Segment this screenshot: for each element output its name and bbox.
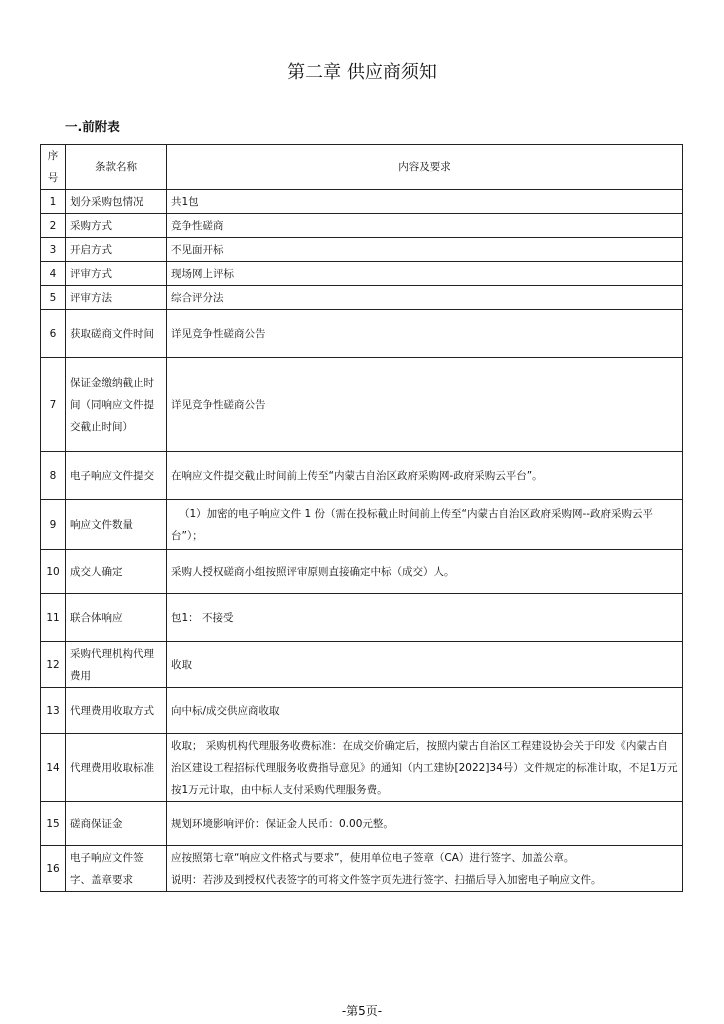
- content-line: 采购人授权磋商小组按照评审原则直接确定中标（成交）人。: [171, 565, 455, 578]
- content-line: 不见面开标: [171, 243, 224, 256]
- clause-content: [167, 642, 683, 688]
- clause-name: 代理费用收取方式: [66, 688, 167, 734]
- table-row: [41, 190, 683, 214]
- clause-name: 保证金缴纳截止时间（同响应文件提交截止时间）: [66, 358, 167, 452]
- content-line: 应按照第七章“响应文件格式与要求”，使用单位电子签章（CA）进行签字、加盖公章。: [171, 851, 575, 864]
- clause-name: 电子响应文件提交: [66, 452, 167, 500]
- clause-name: 联合体响应: [66, 594, 167, 642]
- clause-content: [167, 550, 683, 594]
- page-number: -第5页-: [341, 1004, 383, 1018]
- table-row: [41, 214, 683, 238]
- content-line: 现场网上评标: [171, 267, 234, 280]
- header-clause: 条款名称: [66, 145, 167, 190]
- row-number: 14: [41, 734, 66, 802]
- clause-content: [167, 190, 683, 214]
- clause-name: 评审方式: [66, 262, 167, 286]
- row-number: 15: [41, 802, 66, 846]
- clause-content: [167, 802, 683, 846]
- clause-content: [167, 688, 683, 734]
- table-row: [41, 452, 683, 500]
- clause-content: [167, 214, 683, 238]
- clause-content: [167, 734, 683, 802]
- row-number: 1: [41, 190, 66, 214]
- table-row: [41, 262, 683, 286]
- content-line: 综合评分法: [171, 291, 224, 304]
- row-number: 13: [41, 688, 66, 734]
- clause-name: 评审方法: [66, 286, 167, 310]
- content-line: 向中标/成交供应商收取: [171, 704, 280, 717]
- row-number: 4: [41, 262, 66, 286]
- table-row: [41, 286, 683, 310]
- content-line: 共1包: [171, 195, 199, 208]
- clause-name: 获取磋商文件时间: [66, 310, 167, 358]
- table-row: [41, 594, 683, 642]
- table-row: [41, 802, 683, 846]
- table-row: [41, 310, 683, 358]
- clause-name: 成交人确定: [66, 550, 167, 594]
- row-number: 16: [41, 846, 66, 892]
- row-number: 5: [41, 286, 66, 310]
- clause-name: 采购方式: [66, 214, 167, 238]
- content-line: 收取； 采购机构代理服务收费标准：在成交价确定后，按照内蒙古自治区工程建设协会关于印发《内蒙古自治区建设工程招标代理服务收费指导意见》的通知（内工建协[2022]34号）文件规定的标准计取，不足1万元按1万元计取，由中标人支付采购代理服务费。: [171, 739, 678, 796]
- clause-content: [167, 238, 683, 262]
- section-title: 一.前附表: [65, 119, 120, 134]
- content-line: 详见竞争性磋商公告: [171, 398, 266, 411]
- clause-content: [167, 452, 683, 500]
- clause-content: [167, 846, 683, 892]
- table-row: [41, 238, 683, 262]
- clause-content: [167, 262, 683, 286]
- chapter-title: 第二章 供应商须知: [287, 62, 437, 83]
- row-number: 7: [41, 358, 66, 452]
- clause-content: [167, 500, 683, 550]
- content-line: 包1： 不接受: [171, 611, 234, 624]
- clause-content: [167, 358, 683, 452]
- clause-content: [167, 286, 683, 310]
- content-line: 详见竞争性磋商公告: [171, 327, 266, 340]
- clause-name: 响应文件数量: [66, 500, 167, 550]
- table-header-row: [41, 145, 683, 190]
- table-row: [41, 846, 683, 892]
- content-line: 说明：若涉及到授权代表签字的可将文件签字页先进行签字、扫描后导入加密电子响应文件。: [171, 873, 602, 886]
- clause-name: 电子响应文件签字、盖章要求: [66, 846, 167, 892]
- content-line: 竞争性磋商: [171, 219, 224, 232]
- table-row: [41, 550, 683, 594]
- header-content: 内容及要求: [167, 145, 683, 190]
- clause-name: 采购代理机构代理费用: [66, 642, 167, 688]
- content-line: （1）加密的电子响应文件 1 份（需在投标截止时间前上传至“内蒙古自治区政府采购网--政府采购云平台”）；: [171, 507, 654, 542]
- row-number: 10: [41, 550, 66, 594]
- table-row: [41, 500, 683, 550]
- clause-content: [167, 594, 683, 642]
- front-table: [40, 144, 683, 892]
- table-row: [41, 734, 683, 802]
- header-no: 序号: [41, 145, 66, 190]
- row-number: 9: [41, 500, 66, 550]
- content-line: 规划环境影响评价：保证金人民币：0.00元整。: [171, 817, 394, 830]
- content-line: 在响应文件提交截止时间前上传至“内蒙古自治区政府采购网-政府采购云平台”。: [171, 469, 543, 482]
- table-row: [41, 358, 683, 452]
- clause-content: [167, 310, 683, 358]
- table-row: [41, 642, 683, 688]
- row-number: 3: [41, 238, 66, 262]
- clause-name: 磋商保证金: [66, 802, 167, 846]
- clause-name: 代理费用收取标准: [66, 734, 167, 802]
- content-line: 收取: [171, 658, 192, 671]
- row-number: 6: [41, 310, 66, 358]
- clause-name: 开启方式: [66, 238, 167, 262]
- table-row: [41, 688, 683, 734]
- row-number: 11: [41, 594, 66, 642]
- clause-name: 划分采购包情况: [66, 190, 167, 214]
- row-number: 2: [41, 214, 66, 238]
- row-number: 8: [41, 452, 66, 500]
- row-number: 12: [41, 642, 66, 688]
